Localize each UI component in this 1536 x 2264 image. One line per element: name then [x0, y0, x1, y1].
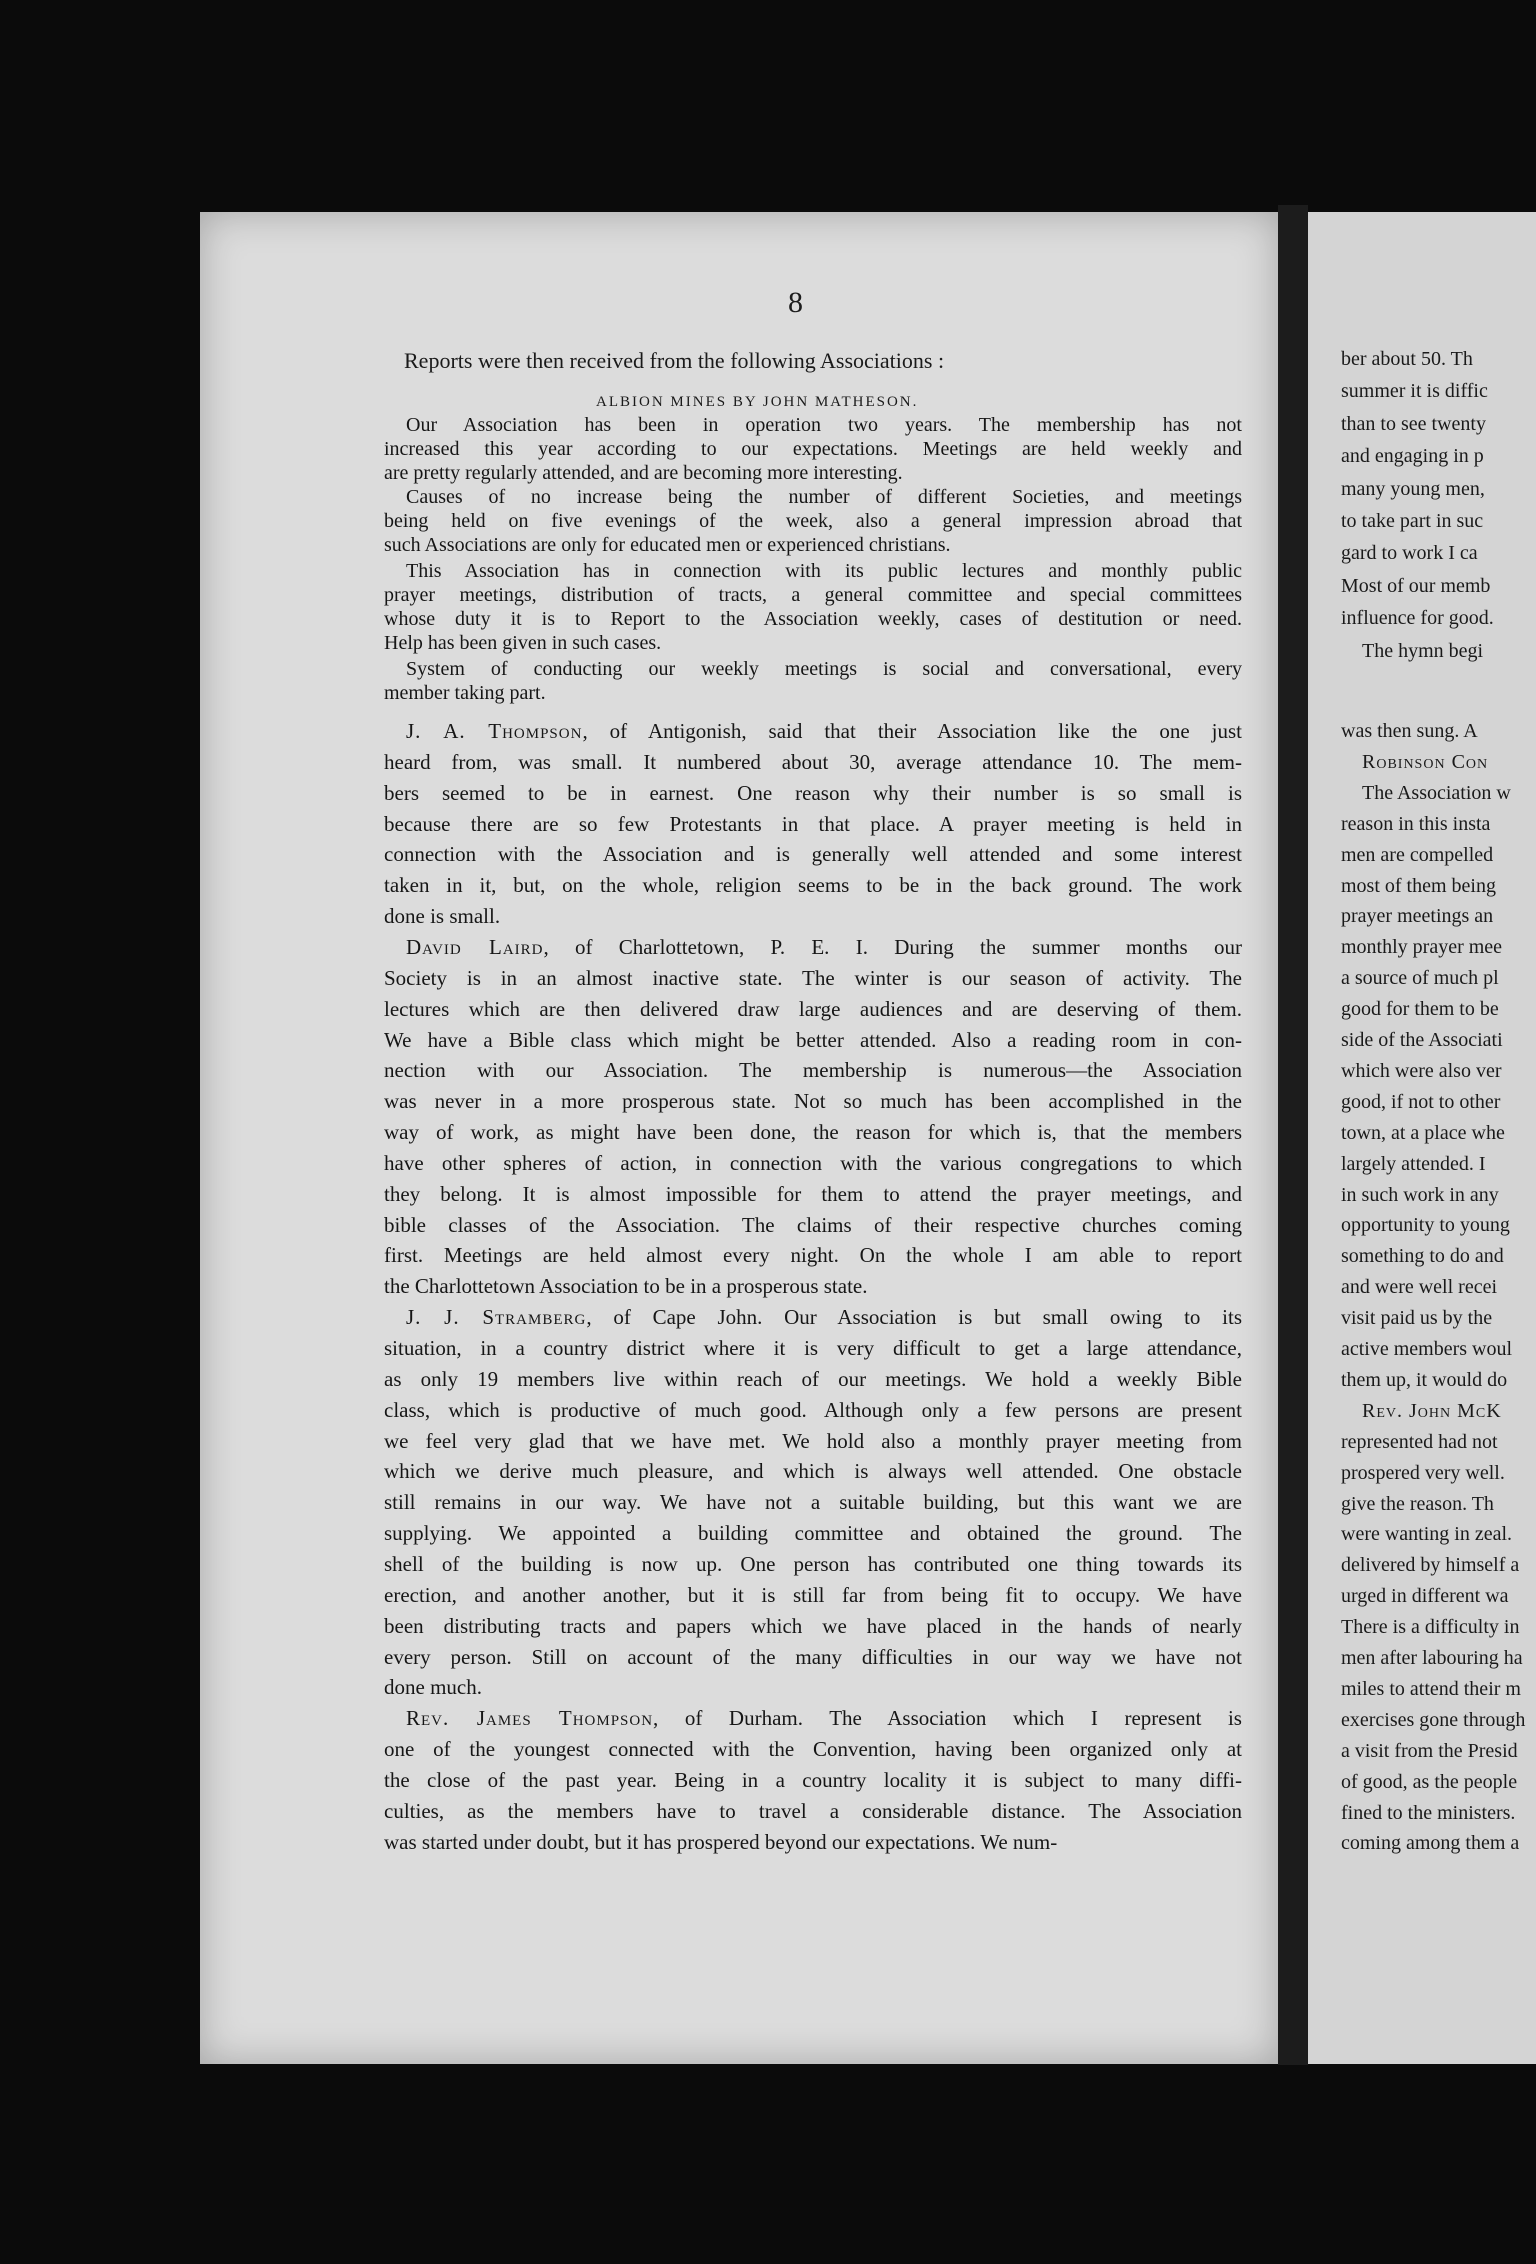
line-text: connection with the Association and is generally well attended and some interest: [384, 842, 1242, 866]
next-page-line: which were also ver: [1341, 1060, 1502, 1082]
text-line: Causes of no increase being the number of different Societies, and meetings: [406, 486, 1242, 508]
text-line: [384, 1151, 1242, 1176]
next-page-line: prospered very well.: [1341, 1462, 1505, 1484]
next-page-line: delivered by himself a: [1341, 1554, 1520, 1576]
next-page-line: men are compelled: [1341, 844, 1494, 866]
line-text: We have a Bible class which might be better attended. Also a reading room in con-: [384, 1028, 1242, 1052]
text-line: are pretty regularly attended, and are becoming more interesting.: [384, 462, 903, 484]
next-page-line: in such work in any: [1341, 1184, 1499, 1206]
text-line: [384, 1799, 1242, 1824]
text-line: [384, 935, 1242, 960]
line-text: , of Cape John. Our Association is but small owing to its: [586, 1305, 1242, 1329]
text-line: [384, 1398, 1242, 1423]
next-page-line: and were well recei: [1341, 1276, 1498, 1298]
speaker-name: J. A. Thompson: [406, 719, 583, 743]
next-page-line: give the reason. Th: [1341, 1493, 1494, 1515]
next-page-line: something to do and: [1341, 1245, 1504, 1267]
next-page-line: reason in this insta: [1341, 813, 1491, 835]
next-page-line: Most of our memb: [1341, 575, 1491, 597]
line-text: been distributing tracts and papers which we have placed in the hands of nearly: [384, 1614, 1242, 1638]
next-page-line: The Association w: [1362, 782, 1511, 804]
text-line: This Association has in connection with its public lectures and monthly public: [406, 560, 1242, 582]
text-line: [384, 1089, 1242, 1114]
text-line: whose duty it is to Report to the Association weekly, cases of destitution or need.: [384, 608, 1242, 630]
text-line: [384, 1367, 1242, 1392]
text-line: [384, 873, 1242, 898]
line-text: as only 19 members live within reach of our meetings. We hold a weekly Bible: [384, 1367, 1242, 1391]
text-line: [384, 966, 1242, 991]
line-text: first. Meetings are held almost every night. On the whole I am able to report: [384, 1243, 1242, 1267]
line-text: the Charlottetown Association to be in a prosperous state.: [384, 1274, 868, 1298]
line-text: they belong. It is almost impossible for them to attend the prayer meetings, and: [384, 1182, 1242, 1206]
line-text: done much.: [384, 1675, 482, 1699]
next-page-line: a visit from the Presid: [1341, 1740, 1518, 1762]
text-line: [384, 1490, 1242, 1515]
line-text: supplying. We appointed a building committee and obtained the ground. The: [384, 1521, 1242, 1545]
text-line: Our Association has been in operation two years. The membership has not: [406, 414, 1242, 436]
text-line: [384, 1706, 1242, 1731]
next-page-line: coming among them a: [1341, 1832, 1520, 1854]
line-text: bible classes of the Association. The claims of their respective churches coming: [384, 1213, 1242, 1237]
line-text: taken in it, but, on the whole, religion seems to be in the back ground. The work: [384, 873, 1242, 897]
page-gutter: [1278, 205, 1308, 2065]
text-line: [384, 1552, 1242, 1577]
line-text: heard from, was small. It numbered about 30, average attendance 10. The mem-: [384, 750, 1242, 774]
text-line: [384, 1645, 1242, 1670]
next-page-line: influence for good.: [1341, 607, 1494, 629]
next-page-line: Rev. John McK: [1362, 1400, 1502, 1422]
line-text: was never in a more prosperous state. Not so much has been accomplished in the: [384, 1089, 1242, 1113]
text-line: [384, 719, 1242, 744]
text-line: [384, 1429, 1242, 1454]
text-line: [384, 1120, 1242, 1145]
speaker-name: David Laird: [406, 935, 544, 959]
text-line: [384, 1028, 1242, 1053]
line-text: way of work, as might have been done, the reason for which is, that the members: [384, 1120, 1242, 1144]
text-line: Help has been given in such cases.: [384, 632, 662, 654]
text-line: being held on five evenings of the week, also a general impression abroad that: [384, 510, 1242, 532]
line-text: have other spheres of action, in connection with the various congregations to which: [384, 1151, 1242, 1175]
line-text: erection, and another another, but it is still far from being fit to occupy. We have: [384, 1583, 1242, 1607]
next-page-line: exercises gone through: [1341, 1709, 1526, 1731]
next-page-line: largely attended. I: [1341, 1153, 1486, 1175]
line-text: one of the youngest connected with the Convention, having been organized only at: [384, 1737, 1242, 1761]
next-page-line: and engaging in p: [1341, 445, 1484, 467]
text-line: [384, 1182, 1242, 1207]
text-line: [384, 1614, 1242, 1639]
text-line: [384, 781, 1242, 806]
next-page-line: side of the Associati: [1341, 1029, 1503, 1051]
text-line: [384, 1213, 1242, 1238]
text-line: increased this year according to our expectations. Meetings are held weekly and: [384, 438, 1242, 460]
line-text: done is small.: [384, 904, 501, 928]
line-text: nection with our Association. The membership is numerous—the Association: [384, 1058, 1242, 1082]
next-page-line: ber about 50. Th: [1341, 348, 1473, 370]
text-line: [384, 1305, 1242, 1330]
text-line: [384, 842, 1242, 867]
text-line: [384, 1058, 1242, 1083]
next-page-line: to take part in suc: [1341, 510, 1484, 532]
next-page-line: urged in different wa: [1341, 1585, 1509, 1607]
text-line: prayer meetings, distribution of tracts, a general committee and special committees: [384, 584, 1242, 606]
text-line: [384, 1336, 1242, 1361]
text-line: [384, 1737, 1242, 1762]
line-text: still remains in our way. We have not a suitable building, but this want we are: [384, 1490, 1242, 1514]
line-text: lectures which are then delivered draw large audiences and are deserving of them.: [384, 997, 1242, 1021]
line-text: , of Durham. The Association which I represent is: [653, 1706, 1242, 1730]
text-line: [384, 997, 1242, 1022]
next-page-line: gard to work I ca: [1341, 542, 1478, 564]
section-heading: ALBION MINES BY JOHN MATHESON.: [596, 394, 919, 410]
line-text: Society is in an almost inactive state. The winter is our season of activity. The: [384, 966, 1242, 990]
line-text: shell of the building is now up. One person has contributed one thing towards its: [384, 1552, 1242, 1576]
text-line: [384, 1521, 1242, 1546]
line-text: bers seemed to be in earnest. One reason why their number is so small is: [384, 781, 1242, 805]
text-line: such Associations are only for educated men or experienced christians.: [384, 534, 951, 556]
line-text: the close of the past year. Being in a country locality it is subject to many diffi-: [384, 1768, 1242, 1792]
line-text: which we derive much pleasure, and which is always well attended. One obstacle: [384, 1459, 1242, 1483]
line-text: culties, as the members have to travel a considerable distance. The Association: [384, 1799, 1242, 1823]
next-page-line: were wanting in zeal.: [1341, 1523, 1513, 1545]
text-line: System of conducting our weekly meetings is social and conversational, every: [406, 658, 1242, 680]
text-line: [384, 1768, 1242, 1793]
line-text: , of Antigonish, said that their Association like the one just: [582, 719, 1242, 743]
next-page-line: them up, it would do: [1341, 1369, 1508, 1391]
text-line: [384, 1459, 1242, 1484]
next-page-line: good, if not to other: [1341, 1091, 1501, 1113]
next-page-line: monthly prayer mee: [1341, 936, 1503, 958]
line-text: situation, in a country district where it is very difficult to get a large attendance,: [384, 1336, 1242, 1360]
next-page-line: most of them being: [1341, 875, 1496, 897]
text-line: [384, 812, 1242, 837]
text-line: [384, 750, 1242, 775]
next-page-line: fined to the ministers.: [1341, 1802, 1516, 1824]
line-text: we feel very glad that we have met. We hold also a monthly prayer meeting from: [384, 1429, 1242, 1453]
text-line: [384, 904, 1242, 929]
next-page-line: prayer meetings an: [1341, 905, 1494, 927]
next-page-line: many young men,: [1341, 478, 1485, 500]
next-page-line: town, at a place whe: [1341, 1122, 1505, 1144]
next-page-line: opportunity to young: [1341, 1214, 1510, 1236]
next-page-line: summer it is diffic: [1341, 380, 1488, 402]
next-page-line: visit paid us by the: [1341, 1307, 1493, 1329]
page-number: 8: [788, 286, 803, 319]
text-line: [384, 1243, 1242, 1268]
next-page-line: a source of much pl: [1341, 967, 1499, 989]
text-line: member taking part.: [384, 682, 546, 704]
intro-line: Reports were then received from the following Associations :: [404, 348, 945, 373]
next-page-line: There is a difficulty in: [1341, 1616, 1520, 1638]
next-page-line: was then sung. A: [1341, 720, 1478, 742]
line-text: because there are so few Protestants in that place. A prayer meeting is held in: [384, 812, 1242, 836]
line-text: every person. Still on account of the many difficulties in our way we have not: [384, 1645, 1242, 1669]
line-text: was started under doubt, but it has prospered beyond our expectations. We num-: [384, 1830, 1058, 1854]
next-page-line: active members woul: [1341, 1338, 1513, 1360]
line-text: class, which is productive of much good. Although only a few persons are present: [384, 1398, 1242, 1422]
next-page-line: miles to attend their m: [1341, 1678, 1521, 1700]
text-line: [384, 1274, 1242, 1299]
line-text: , of Charlottetown, P. E. I. During the summer months our: [543, 935, 1242, 959]
next-page-line: of good, as the people: [1341, 1771, 1518, 1793]
text-line: [384, 1675, 1242, 1700]
text-line: [384, 1830, 1242, 1855]
next-page-line: good for them to be: [1341, 998, 1499, 1020]
next-page-line: than to see twenty: [1341, 413, 1486, 435]
next-page-line: men after labouring ha: [1341, 1647, 1523, 1669]
next-page-line: represented had not: [1341, 1431, 1498, 1453]
text-line: [384, 1583, 1242, 1608]
next-page-line: Robinson Con: [1362, 751, 1489, 773]
speaker-name: J. J. Stramberg: [406, 1305, 587, 1329]
speaker-name: Rev. James Thompson: [406, 1706, 654, 1730]
next-page-line: The hymn begi: [1362, 640, 1484, 662]
